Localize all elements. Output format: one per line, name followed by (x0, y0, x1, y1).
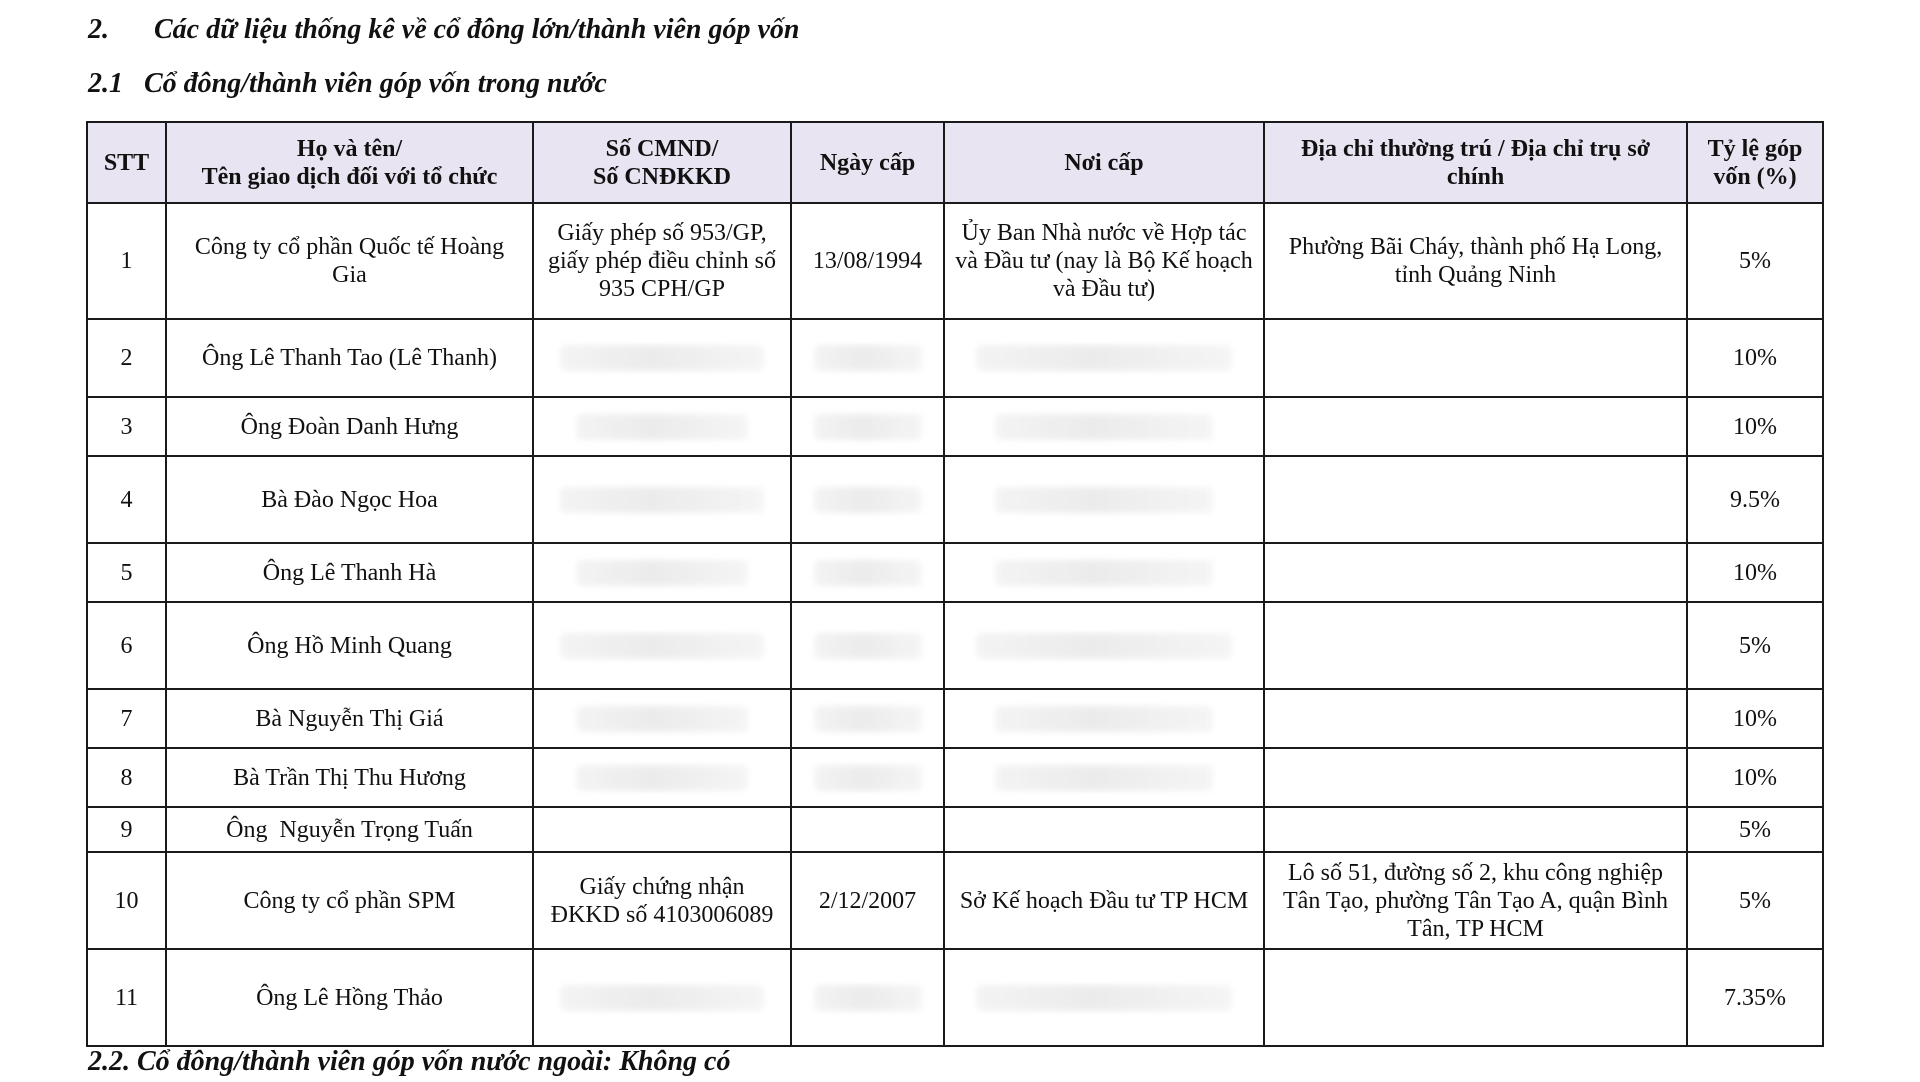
cell-name: Ông Lê Thanh Tao (Lê Thanh) (166, 319, 533, 397)
table-row (87, 456, 1823, 543)
table-row (87, 949, 1823, 1046)
cell-stt: 8 (87, 748, 166, 807)
cell-stt: 9 (87, 807, 166, 852)
cell-date-redacted (791, 543, 944, 602)
cell-ratio: 10% (1687, 397, 1823, 456)
section-2-2-heading: 2.2. Cổ đông/thành viên góp vốn nước ngoài: Không có (88, 1046, 731, 1077)
section-2-1-title: Cổ đông/thành viên góp vốn trong nước (144, 68, 607, 99)
cell-ratio: 9.5% (1687, 456, 1823, 543)
cell-name: Bà Trần Thị Thu Hương (166, 748, 533, 807)
header-issue-place: Nơi cấp (944, 122, 1264, 203)
header-ratio: Tỷ lệ góp vốn (%) (1687, 122, 1823, 203)
domestic-shareholders-table (86, 121, 1824, 1047)
cell-id: Giấy chứng nhận ĐKKD số 4103006089 (533, 852, 791, 949)
cell-place-redacted (944, 949, 1264, 1046)
redacted-block (995, 487, 1212, 513)
redacted-block (576, 414, 749, 440)
table-header-row (87, 122, 1823, 203)
cell-id-redacted (533, 602, 791, 689)
redacted-block (576, 560, 749, 586)
cell-name: Ông Lê Hồng Thảo (166, 949, 533, 1046)
cell-stt: 5 (87, 543, 166, 602)
cell-date-redacted (791, 689, 944, 748)
cell-date: 2/12/2007 (791, 852, 944, 949)
cell-place-redacted (944, 397, 1264, 456)
redacted-block (814, 985, 922, 1011)
cell-ratio: 5% (1687, 807, 1823, 852)
table-row (87, 319, 1823, 397)
cell-stt: 3 (87, 397, 166, 456)
cell-address-redacted (1264, 456, 1687, 543)
cell-place: Ủy Ban Nhà nước về Hợp tác và Đầu tư (nay là Bộ Kế hoạch và Đầu tư) (944, 203, 1264, 319)
header-id-line1: Số CMND/ (605, 135, 719, 162)
cell-stt: 10 (87, 852, 166, 949)
cell-id-redacted (533, 543, 791, 602)
cell-id-redacted (533, 689, 791, 748)
redacted-block (814, 706, 922, 732)
cell-ratio: 5% (1687, 203, 1823, 319)
redacted-block (576, 765, 749, 791)
section-2-number: 2. (88, 14, 109, 45)
table-row (87, 748, 1823, 807)
redacted-block (976, 345, 1233, 371)
header-address: Địa chỉ thường trú / Địa chỉ trụ sở chính (1264, 122, 1687, 203)
cell-name: Ông Lê Thanh Hà (166, 543, 533, 602)
redacted-block (995, 765, 1212, 791)
cell-id-redacted (533, 397, 791, 456)
cell-name: Ông Hồ Minh Quang (166, 602, 533, 689)
cell-address-redacted (1264, 319, 1687, 397)
table-row (87, 689, 1823, 748)
cell-place-redacted (944, 689, 1264, 748)
table-row (87, 543, 1823, 602)
cell-place: Sở Kế hoạch Đầu tư TP HCM (944, 852, 1264, 949)
cell-place-redacted (944, 602, 1264, 689)
section-2-title: Các dữ liệu thống kê về cổ đông lớn/thành viên góp vốn (154, 14, 800, 45)
cell-date-redacted (791, 748, 944, 807)
section-2-heading (88, 12, 800, 48)
cell-ratio: 10% (1687, 689, 1823, 748)
cell-address-redacted (1264, 689, 1687, 748)
cell-date-redacted (791, 397, 944, 456)
cell-address-redacted (1264, 543, 1687, 602)
cell-date: 13/08/1994 (791, 203, 944, 319)
redacted-block (814, 560, 922, 586)
redacted-block (814, 633, 922, 659)
cell-place-redacted (944, 319, 1264, 397)
cell-stt: 6 (87, 602, 166, 689)
header-issue-date: Ngày cấp (791, 122, 944, 203)
cell-name: Ông Nguyễn Trọng Tuấn (166, 807, 533, 852)
header-name (166, 122, 533, 203)
cell-name: Bà Nguyễn Thị Giá (166, 689, 533, 748)
cell-id-redacted (533, 748, 791, 807)
section-2-1-heading (88, 66, 607, 102)
cell-place-redacted (944, 807, 1264, 852)
cell-id-redacted (533, 807, 791, 852)
cell-stt: 4 (87, 456, 166, 543)
redacted-block (995, 706, 1212, 732)
cell-ratio: 10% (1687, 748, 1823, 807)
redacted-block (560, 345, 764, 371)
cell-address: Lô số 51, đường số 2, khu công nghiệp Tân Tạo, phường Tân Tạo A, quận Bình Tân, TP HCM (1264, 852, 1687, 949)
cell-place-redacted (944, 543, 1264, 602)
cell-ratio: 10% (1687, 543, 1823, 602)
redacted-block (560, 985, 764, 1011)
cell-place-redacted (944, 456, 1264, 543)
header-id-number (533, 122, 791, 203)
header-name-line1: Họ và tên/ (296, 135, 403, 162)
redacted-block (995, 414, 1212, 440)
cell-address-redacted (1264, 949, 1687, 1046)
table-row (87, 602, 1823, 689)
redacted-block (814, 414, 922, 440)
redacted-block (814, 765, 922, 791)
cell-id-redacted (533, 456, 791, 543)
cell-date-redacted (791, 602, 944, 689)
header-stt: STT (87, 122, 166, 203)
cell-ratio: 10% (1687, 319, 1823, 397)
cell-id-redacted (533, 949, 791, 1046)
cell-ratio: 5% (1687, 852, 1823, 949)
redacted-block (976, 985, 1233, 1011)
cell-date-redacted (791, 807, 944, 852)
cell-address-redacted (1264, 807, 1687, 852)
cell-date-redacted (791, 456, 944, 543)
redacted-block (814, 487, 922, 513)
cell-stt: 11 (87, 949, 166, 1046)
redacted-block (560, 633, 764, 659)
cell-stt: 7 (87, 689, 166, 748)
table-row (87, 397, 1823, 456)
table-row (87, 203, 1823, 319)
cell-ratio: 7.35% (1687, 949, 1823, 1046)
cell-name: Ông Đoàn Danh Hưng (166, 397, 533, 456)
cell-date-redacted (791, 949, 944, 1046)
table-row (87, 807, 1823, 852)
cell-address: Phường Bãi Cháy, thành phố Hạ Long, tỉnh Quảng Ninh (1264, 203, 1687, 319)
cell-date-redacted (791, 319, 944, 397)
table-row (87, 852, 1823, 949)
cell-id: Giấy phép số 953/GP, giấy phép điều chỉnh số 935 CPH/GP (533, 203, 791, 319)
redacted-block (560, 487, 764, 513)
cell-address-redacted (1264, 602, 1687, 689)
redacted-block (576, 706, 749, 732)
cell-stt: 1 (87, 203, 166, 319)
redacted-block (814, 345, 922, 371)
cell-stt: 2 (87, 319, 166, 397)
redacted-block (995, 560, 1212, 586)
cell-address-redacted (1264, 748, 1687, 807)
cell-name: Bà Đào Ngọc Hoa (166, 456, 533, 543)
header-name-line2: Tên giao dịch đối với tổ chức (201, 163, 498, 190)
cell-name: Công ty cổ phần Quốc tế Hoàng Gia (166, 203, 533, 319)
cell-name: Công ty cổ phần SPM (166, 852, 533, 949)
section-2-1-number: 2.1 (88, 68, 123, 99)
header-id-line2: Số CNĐKKD (592, 163, 731, 190)
cell-address-redacted (1264, 397, 1687, 456)
redacted-block (976, 633, 1233, 659)
cell-ratio: 5% (1687, 602, 1823, 689)
cell-id-redacted (533, 319, 791, 397)
cell-place-redacted (944, 748, 1264, 807)
